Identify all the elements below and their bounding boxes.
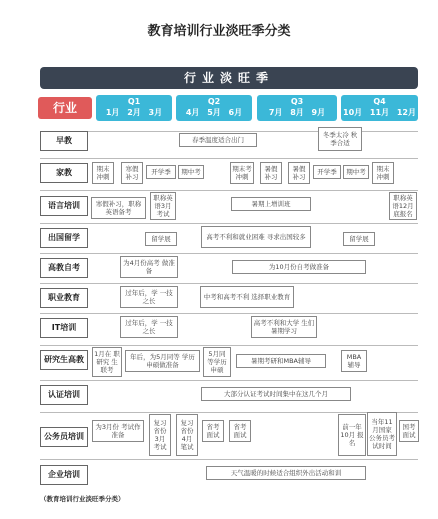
chuguo-summer-cell: 高考不利和就业困难 寻求出国较多 — [201, 226, 311, 248]
chuguo-oct-cell: 留学展 — [343, 232, 375, 246]
row-divider — [40, 253, 418, 254]
gwy-q1-cell: 为3月份 考试作准备 — [92, 420, 144, 442]
jiajiao-aug2-cell: 暑假 补习 — [288, 162, 310, 184]
category-zhiye: 职业教育 — [40, 288, 88, 308]
chuguo-mar-cell: 留学展 — [145, 232, 177, 246]
row-divider — [40, 283, 418, 284]
category-renzheng: 认证培训 — [40, 385, 88, 405]
category-gongwuyuan: 公务员培训 — [40, 427, 88, 447]
quarter-months: 4月 5月 6月 — [185, 108, 243, 117]
row-divider — [40, 223, 418, 224]
gwy-oct-cell: 前一年 10月 报名 — [338, 414, 366, 456]
yjs-may-cell: 5月同 等学历 申硕 — [203, 347, 231, 377]
quarter-label: Q4 — [373, 97, 386, 106]
zhiye-summer-cell: 中考和高考不利 选择职业教育 — [200, 286, 294, 308]
category-zaojiao: 早教 — [40, 131, 88, 151]
quarter-months: 1月 2月 3月 — [105, 108, 163, 117]
quarter-q4 — [341, 95, 418, 121]
jiajiao-oct-cell: 期中考 — [343, 165, 369, 179]
zhiye-q1-cell: 过年后，学 一技之长 — [120, 286, 178, 308]
footer-caption: （教育培训行业淡旺季分类） — [40, 495, 125, 503]
zaojiao-winter-cell: 冬季太冷 秋季合适 — [318, 127, 362, 151]
it-q1-cell: 过年后，学 一技之长 — [120, 316, 178, 338]
quarter-label: Q1 — [127, 97, 141, 106]
yuyan-dec-cell: 职称英 语12月 底报名 — [389, 192, 417, 220]
yuyan-mar-cell: 职称英 语3月 考试 — [150, 192, 176, 220]
season-banner: 行业淡旺季 — [40, 67, 418, 89]
quarter-q1 — [96, 95, 172, 121]
quarter-months: 10月 11月 12月 — [343, 108, 416, 117]
jiajiao-dec-cell: 期末 冲刺 — [372, 162, 394, 184]
category-gaojiao: 高教自考 — [40, 258, 88, 278]
quarter-q2 — [176, 95, 252, 121]
gaojiao-oct-cell: 为10月份自考做准备 — [232, 260, 366, 274]
row-divider — [40, 459, 418, 460]
renzheng-main-cell: 大部分认证考试时间集中在这几个月 — [201, 387, 351, 401]
zaojiao-spring-cell: 春季温度适合出门 — [179, 133, 257, 147]
category-yuyan: 语言培训 — [40, 196, 88, 216]
gwy-dec-cell: 国考 面试 — [399, 420, 419, 442]
gwy-may1-cell: 省考 面试 — [202, 420, 224, 442]
yuyan-summer-cell: 暑期上增训班 — [231, 197, 311, 211]
yjs-jan-cell: 1月在 职研究 生联考 — [92, 347, 122, 377]
row-divider — [40, 158, 418, 159]
yjs-q2-cell: 年后，为5月同等 学历申硕做准备 — [125, 350, 200, 372]
jiajiao-sep-cell: 开学季 — [313, 165, 341, 179]
category-chuguo: 出国留学 — [40, 228, 88, 248]
category-qiye: 企业培训 — [40, 465, 88, 485]
gwy-mar-cell: 复习 省份 3月 考试 — [149, 414, 171, 456]
page-title: 教育培训行业淡旺季分类 — [147, 24, 291, 39]
quarter-months: 7月 8月 9月 — [268, 108, 326, 117]
category-it: IT培训 — [40, 318, 88, 338]
jiajiao-jan-cell: 期末 冲刺 — [92, 162, 114, 184]
jiajiao-aug1-cell: 暑假 补习 — [260, 162, 282, 184]
row-divider — [40, 190, 418, 191]
it-summer-cell: 高考不利和大学 生们暑期学习 — [251, 316, 317, 338]
row-divider — [40, 380, 418, 381]
category-yanjiusheng: 研究生高教 — [40, 350, 88, 370]
gwy-apr-cell: 复习 省份 4月 笔试 — [176, 414, 198, 456]
qiye-main-cell: 天气温暖的时候适合组织外出活动和训 — [206, 466, 366, 480]
quarter-q3 — [257, 95, 337, 121]
row-divider — [40, 313, 418, 314]
industry-header: 行业 — [38, 97, 92, 119]
quarter-label: Q2 — [207, 97, 221, 106]
yuyan-q1-cell: 寒假补习，职称英语备考 — [91, 197, 146, 219]
jiajiao-feb-cell: 寒假 补习 — [121, 162, 143, 184]
row-divider — [40, 412, 418, 413]
row-divider — [40, 345, 418, 346]
gwy-nov-cell: 当年11 月国家 公务员考 试时间 — [367, 412, 397, 456]
quarter-label: Q3 — [290, 97, 304, 106]
jiajiao-mar-cell: 开学季 — [146, 165, 176, 179]
gaojiao-apr-cell: 为4月份高考 做准备 — [120, 256, 178, 278]
yjs-summer-cell: 暑期考研和MBA辅导 — [236, 354, 326, 368]
jiajiao-apr-cell: 期中考 — [178, 165, 204, 179]
jiajiao-jul-cell: 期末考 冲刺 — [230, 162, 254, 184]
gwy-may2-cell: 省考 面试 — [229, 420, 251, 442]
category-jiajiao: 家教 — [40, 163, 88, 183]
yjs-oct-cell: MBA 辅导 — [341, 350, 367, 372]
